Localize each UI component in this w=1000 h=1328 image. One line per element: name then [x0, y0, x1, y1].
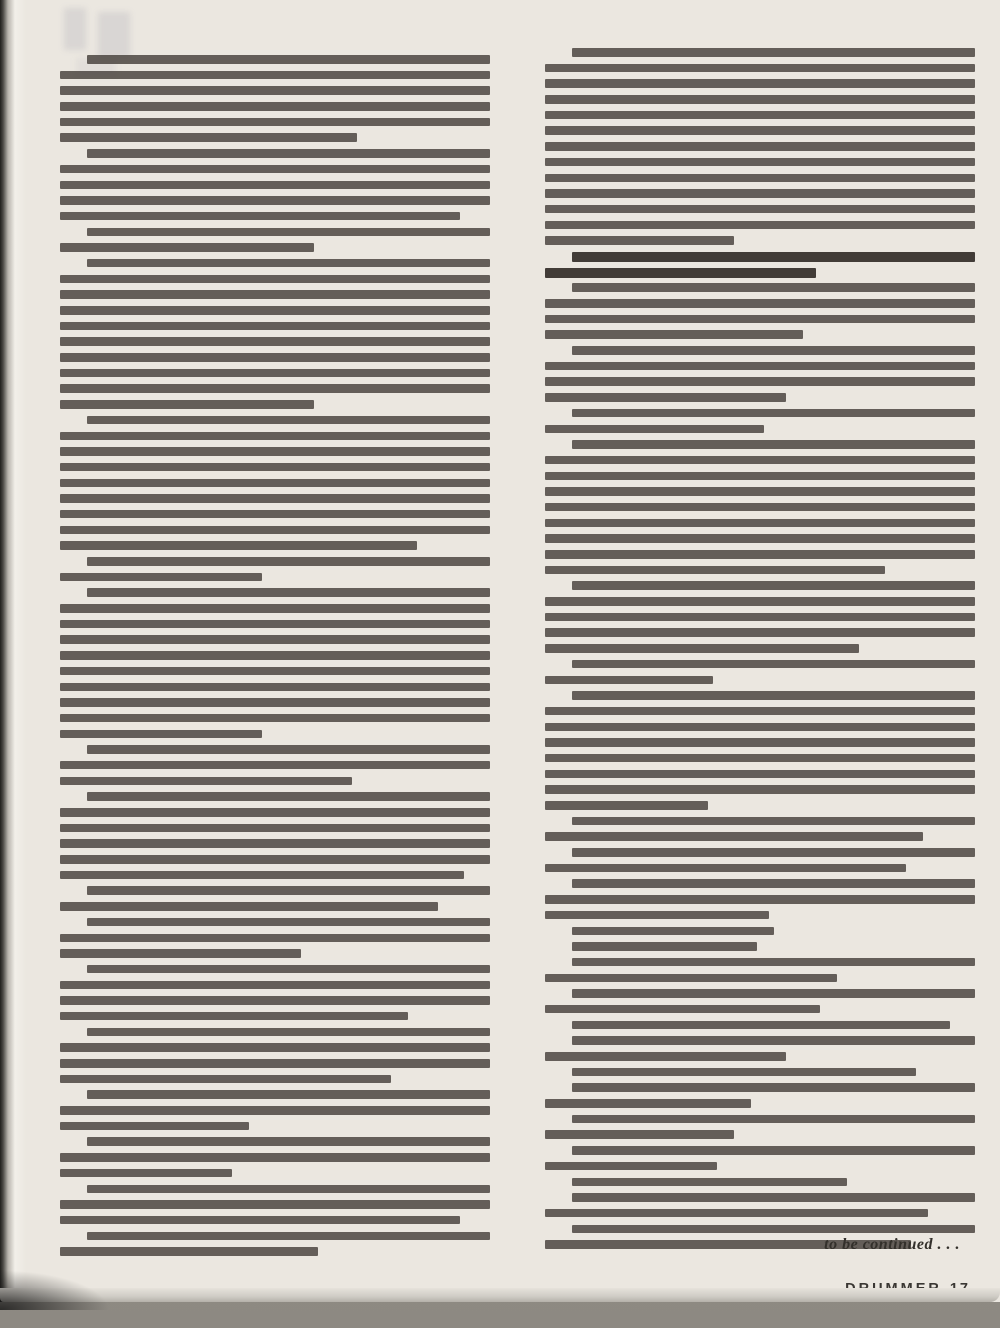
redacted-text-line	[60, 1012, 408, 1021]
redacted-text-line	[572, 1068, 916, 1077]
redacted-paragraph	[60, 149, 490, 220]
page-bottom-edge	[0, 1288, 1000, 1302]
redacted-text-line	[60, 855, 490, 864]
redacted-text-line	[545, 315, 975, 324]
redacted-text-line	[545, 597, 975, 606]
redacted-text-line	[60, 902, 438, 911]
redacted-paragraph	[545, 48, 975, 245]
redacted-text-line	[545, 911, 769, 920]
redacted-text-line	[545, 393, 786, 402]
redacted-paragraph	[60, 886, 490, 910]
redacted-text-line	[545, 628, 975, 637]
redacted-text-line	[87, 588, 490, 597]
redacted-text-line	[60, 651, 490, 660]
redacted-text-line	[60, 871, 464, 880]
redacted-text-line	[545, 707, 975, 716]
redacted-paragraph	[60, 1137, 490, 1177]
redacted-text-line	[87, 55, 490, 64]
redacted-paragraph	[545, 409, 975, 433]
redacted-text-line	[545, 785, 975, 794]
redacted-paragraph	[60, 1232, 490, 1256]
redacted-text-line	[60, 1106, 490, 1115]
redacted-text-line	[87, 1232, 490, 1241]
redacted-text-line	[60, 353, 490, 362]
redacted-text-line	[545, 64, 975, 73]
redacted-text-line	[572, 1225, 975, 1234]
redacted-paragraph	[60, 228, 490, 252]
redacted-text-line	[60, 541, 417, 550]
redacted-text-line	[545, 864, 906, 873]
redacted-text-line	[545, 425, 764, 434]
redacted-text-line	[87, 228, 490, 237]
redacted-text-line	[60, 243, 314, 252]
redacted-text-line	[545, 676, 713, 685]
redacted-text-line	[545, 111, 975, 120]
redacted-paragraph	[545, 283, 975, 339]
redacted-paragraph	[60, 1185, 490, 1225]
redacted-text-line	[60, 698, 490, 707]
redacted-paragraph	[545, 1146, 975, 1170]
redacted-paragraph	[545, 1083, 975, 1107]
binding-edge-shadow	[0, 0, 26, 1302]
redacted-text-line	[545, 472, 975, 481]
redacted-text-line	[545, 895, 975, 904]
redacted-text-line	[60, 1043, 490, 1052]
redacted-text-line	[545, 1099, 751, 1108]
redacted-paragraph	[545, 581, 975, 652]
redacted-text-line	[572, 283, 975, 292]
redacted-text-line	[60, 949, 301, 958]
redacted-text-line	[572, 942, 757, 951]
redacted-text-line	[545, 613, 975, 622]
redacted-text-line	[60, 400, 314, 409]
redacted-paragraph	[60, 965, 490, 1021]
redacted-text-line	[60, 275, 490, 284]
redacted-text-line	[545, 95, 975, 104]
redacted-text-line	[87, 416, 490, 425]
redacted-text-line	[60, 322, 490, 331]
redacted-text-line	[60, 133, 357, 142]
redacted-text-line	[545, 534, 975, 543]
redacted-text-line	[60, 71, 490, 80]
redacted-paragraph	[60, 918, 490, 958]
redacted-paragraph	[60, 745, 490, 785]
redacted-text-line	[87, 557, 490, 566]
redacted-paragraph	[545, 1193, 975, 1217]
redacted-text-line	[60, 510, 490, 519]
redacted-text-line	[87, 886, 490, 895]
redacted-paragraph	[60, 792, 490, 879]
redacted-text-line	[572, 1193, 975, 1202]
redacted-text-line	[60, 1122, 249, 1131]
redacted-text-line	[60, 306, 490, 315]
redacted-text-line	[60, 667, 490, 676]
to-be-continued-line: to be continued . . .	[824, 1236, 960, 1253]
redacted-text-line	[60, 683, 490, 692]
redacted-paragraph	[545, 817, 975, 841]
redacted-paragraph	[545, 927, 975, 936]
redacted-text-line	[60, 1247, 318, 1256]
redacted-paragraph	[545, 1021, 975, 1030]
redacted-text-line	[572, 440, 975, 449]
redacted-paragraph	[60, 1028, 490, 1084]
redacted-text-line	[87, 1137, 490, 1146]
redacted-text-line	[60, 604, 490, 613]
redacted-text-line	[60, 620, 490, 629]
redacted-paragraph	[545, 1115, 975, 1139]
redacted-text-line	[60, 1059, 490, 1068]
redacted-text-line	[60, 494, 490, 503]
redacted-text-line	[545, 330, 803, 339]
redacted-text-line	[572, 989, 975, 998]
redacted-text-line	[87, 149, 490, 158]
text-column-right	[545, 48, 975, 1256]
redacted-paragraph-emphasis	[545, 252, 975, 278]
redacted-text-line	[60, 384, 490, 393]
redacted-text-line	[572, 48, 975, 57]
redacted-paragraph	[545, 848, 975, 872]
redacted-text-line	[60, 526, 490, 535]
redacted-paragraph	[60, 1090, 490, 1130]
redacted-text-line	[545, 221, 975, 230]
redacted-text-line	[60, 479, 490, 488]
redacted-text-line	[572, 346, 975, 355]
redacted-text-line	[545, 723, 975, 732]
redacted-text-line	[545, 832, 923, 841]
redacted-text-line	[87, 1185, 490, 1194]
redacted-text-line	[60, 777, 352, 786]
redacted-text-line	[60, 463, 490, 472]
redacted-text-line	[545, 1005, 820, 1014]
redacted-text-line	[545, 362, 975, 371]
redacted-text-line	[60, 118, 490, 127]
redacted-text-line	[545, 377, 975, 386]
redacted-text-line	[545, 174, 975, 183]
redacted-text-line	[545, 754, 975, 763]
redacted-text-line	[60, 447, 490, 456]
redacted-text-line	[60, 196, 490, 205]
redacted-text-line	[87, 259, 490, 268]
redacted-text-line	[572, 1146, 975, 1155]
redacted-paragraph	[60, 55, 490, 142]
redacted-text-line	[572, 409, 975, 418]
redacted-text-line	[545, 974, 837, 983]
redacted-text-line	[60, 635, 490, 644]
redacted-text-line	[572, 1021, 950, 1030]
redacted-text-line	[545, 644, 859, 653]
ink-ghost-smudge	[64, 8, 86, 50]
bottom-left-corner-shadow	[0, 1270, 110, 1310]
redacted-text-line	[60, 1075, 391, 1084]
redacted-paragraph	[545, 958, 975, 982]
redacted-text-line	[545, 770, 975, 779]
redacted-text-line	[60, 839, 490, 848]
redacted-paragraph	[545, 942, 975, 951]
redacted-text-line	[572, 817, 975, 826]
redacted-text-line	[60, 1200, 490, 1209]
ink-ghost-smudge	[98, 12, 130, 58]
redacted-text-line	[572, 958, 975, 967]
redacted-text-line	[545, 236, 734, 245]
redacted-text-line	[545, 550, 975, 559]
redacted-paragraph	[545, 879, 975, 919]
redacted-text-line	[87, 918, 490, 927]
redacted-text-line	[572, 927, 774, 936]
redacted-text-line	[545, 801, 708, 810]
redacted-text-line	[60, 714, 490, 723]
redacted-paragraph	[545, 660, 975, 684]
redacted-paragraph	[545, 346, 975, 402]
redacted-text-line	[60, 824, 490, 833]
redacted-text-line	[60, 996, 490, 1005]
redacted-text-line	[60, 730, 262, 739]
redacted-text-line	[572, 581, 975, 590]
redacted-text-line	[545, 79, 975, 88]
redacted-paragraph	[545, 989, 975, 1013]
redacted-paragraph	[60, 416, 490, 550]
redacted-text-line	[60, 1153, 490, 1162]
redacted-text-line	[572, 1115, 975, 1124]
redacted-paragraph	[60, 588, 490, 738]
redacted-text-line	[87, 965, 490, 974]
redacted-text-line	[60, 337, 490, 346]
redacted-text-line	[545, 738, 975, 747]
redacted-paragraph	[60, 259, 490, 409]
redacted-text-line	[545, 158, 975, 167]
redacted-text-line	[545, 189, 975, 198]
redacted-text-line	[545, 299, 975, 308]
redacted-text-line	[60, 181, 490, 190]
redacted-text-line	[60, 761, 490, 770]
redacted-text-line	[545, 1052, 786, 1061]
redacted-text-line	[545, 142, 975, 151]
redacted-text-line	[60, 86, 490, 95]
redacted-text-line	[545, 503, 975, 512]
redacted-text-line	[60, 1216, 460, 1225]
redacted-text-line	[60, 290, 490, 299]
redacted-text-line	[60, 934, 490, 943]
redacted-text-line	[572, 660, 975, 669]
redacted-paragraph	[545, 1036, 975, 1060]
redacted-text-line	[87, 792, 490, 801]
redacted-text-line	[572, 252, 975, 262]
redacted-text-line	[60, 981, 490, 990]
redacted-text-line	[545, 456, 975, 465]
redacted-text-line	[60, 573, 262, 582]
redacted-text-line	[572, 848, 975, 857]
text-column-left	[60, 55, 490, 1263]
redacted-paragraph	[545, 440, 975, 574]
redacted-text-line	[87, 1090, 490, 1099]
redacted-text-line	[545, 519, 975, 528]
redacted-text-line	[60, 165, 490, 174]
redacted-text-line	[545, 1130, 734, 1139]
redacted-text-line	[572, 1036, 975, 1045]
redacted-text-line	[545, 126, 975, 135]
redacted-text-line	[60, 212, 460, 221]
redacted-text-line	[572, 1178, 847, 1187]
redacted-text-line	[545, 1162, 717, 1171]
redacted-text-line	[545, 487, 975, 496]
redacted-text-line	[572, 691, 975, 700]
redacted-text-line	[572, 1083, 975, 1092]
redacted-paragraph	[545, 691, 975, 809]
redacted-paragraph	[545, 1178, 975, 1187]
redacted-text-line	[545, 566, 885, 575]
redacted-text-line	[60, 369, 490, 378]
redacted-text-line	[572, 879, 975, 888]
redacted-text-line	[545, 1209, 928, 1218]
redacted-text-line	[87, 1028, 490, 1037]
redacted-paragraph	[545, 1068, 975, 1077]
redacted-text-line	[60, 808, 490, 817]
redacted-paragraph	[60, 557, 490, 581]
redacted-text-line	[87, 745, 490, 754]
redacted-text-line	[545, 268, 816, 278]
redacted-text-line	[60, 1169, 232, 1178]
redacted-text-line	[60, 432, 490, 441]
redacted-text-line	[545, 205, 975, 214]
redacted-text-line	[60, 102, 490, 111]
